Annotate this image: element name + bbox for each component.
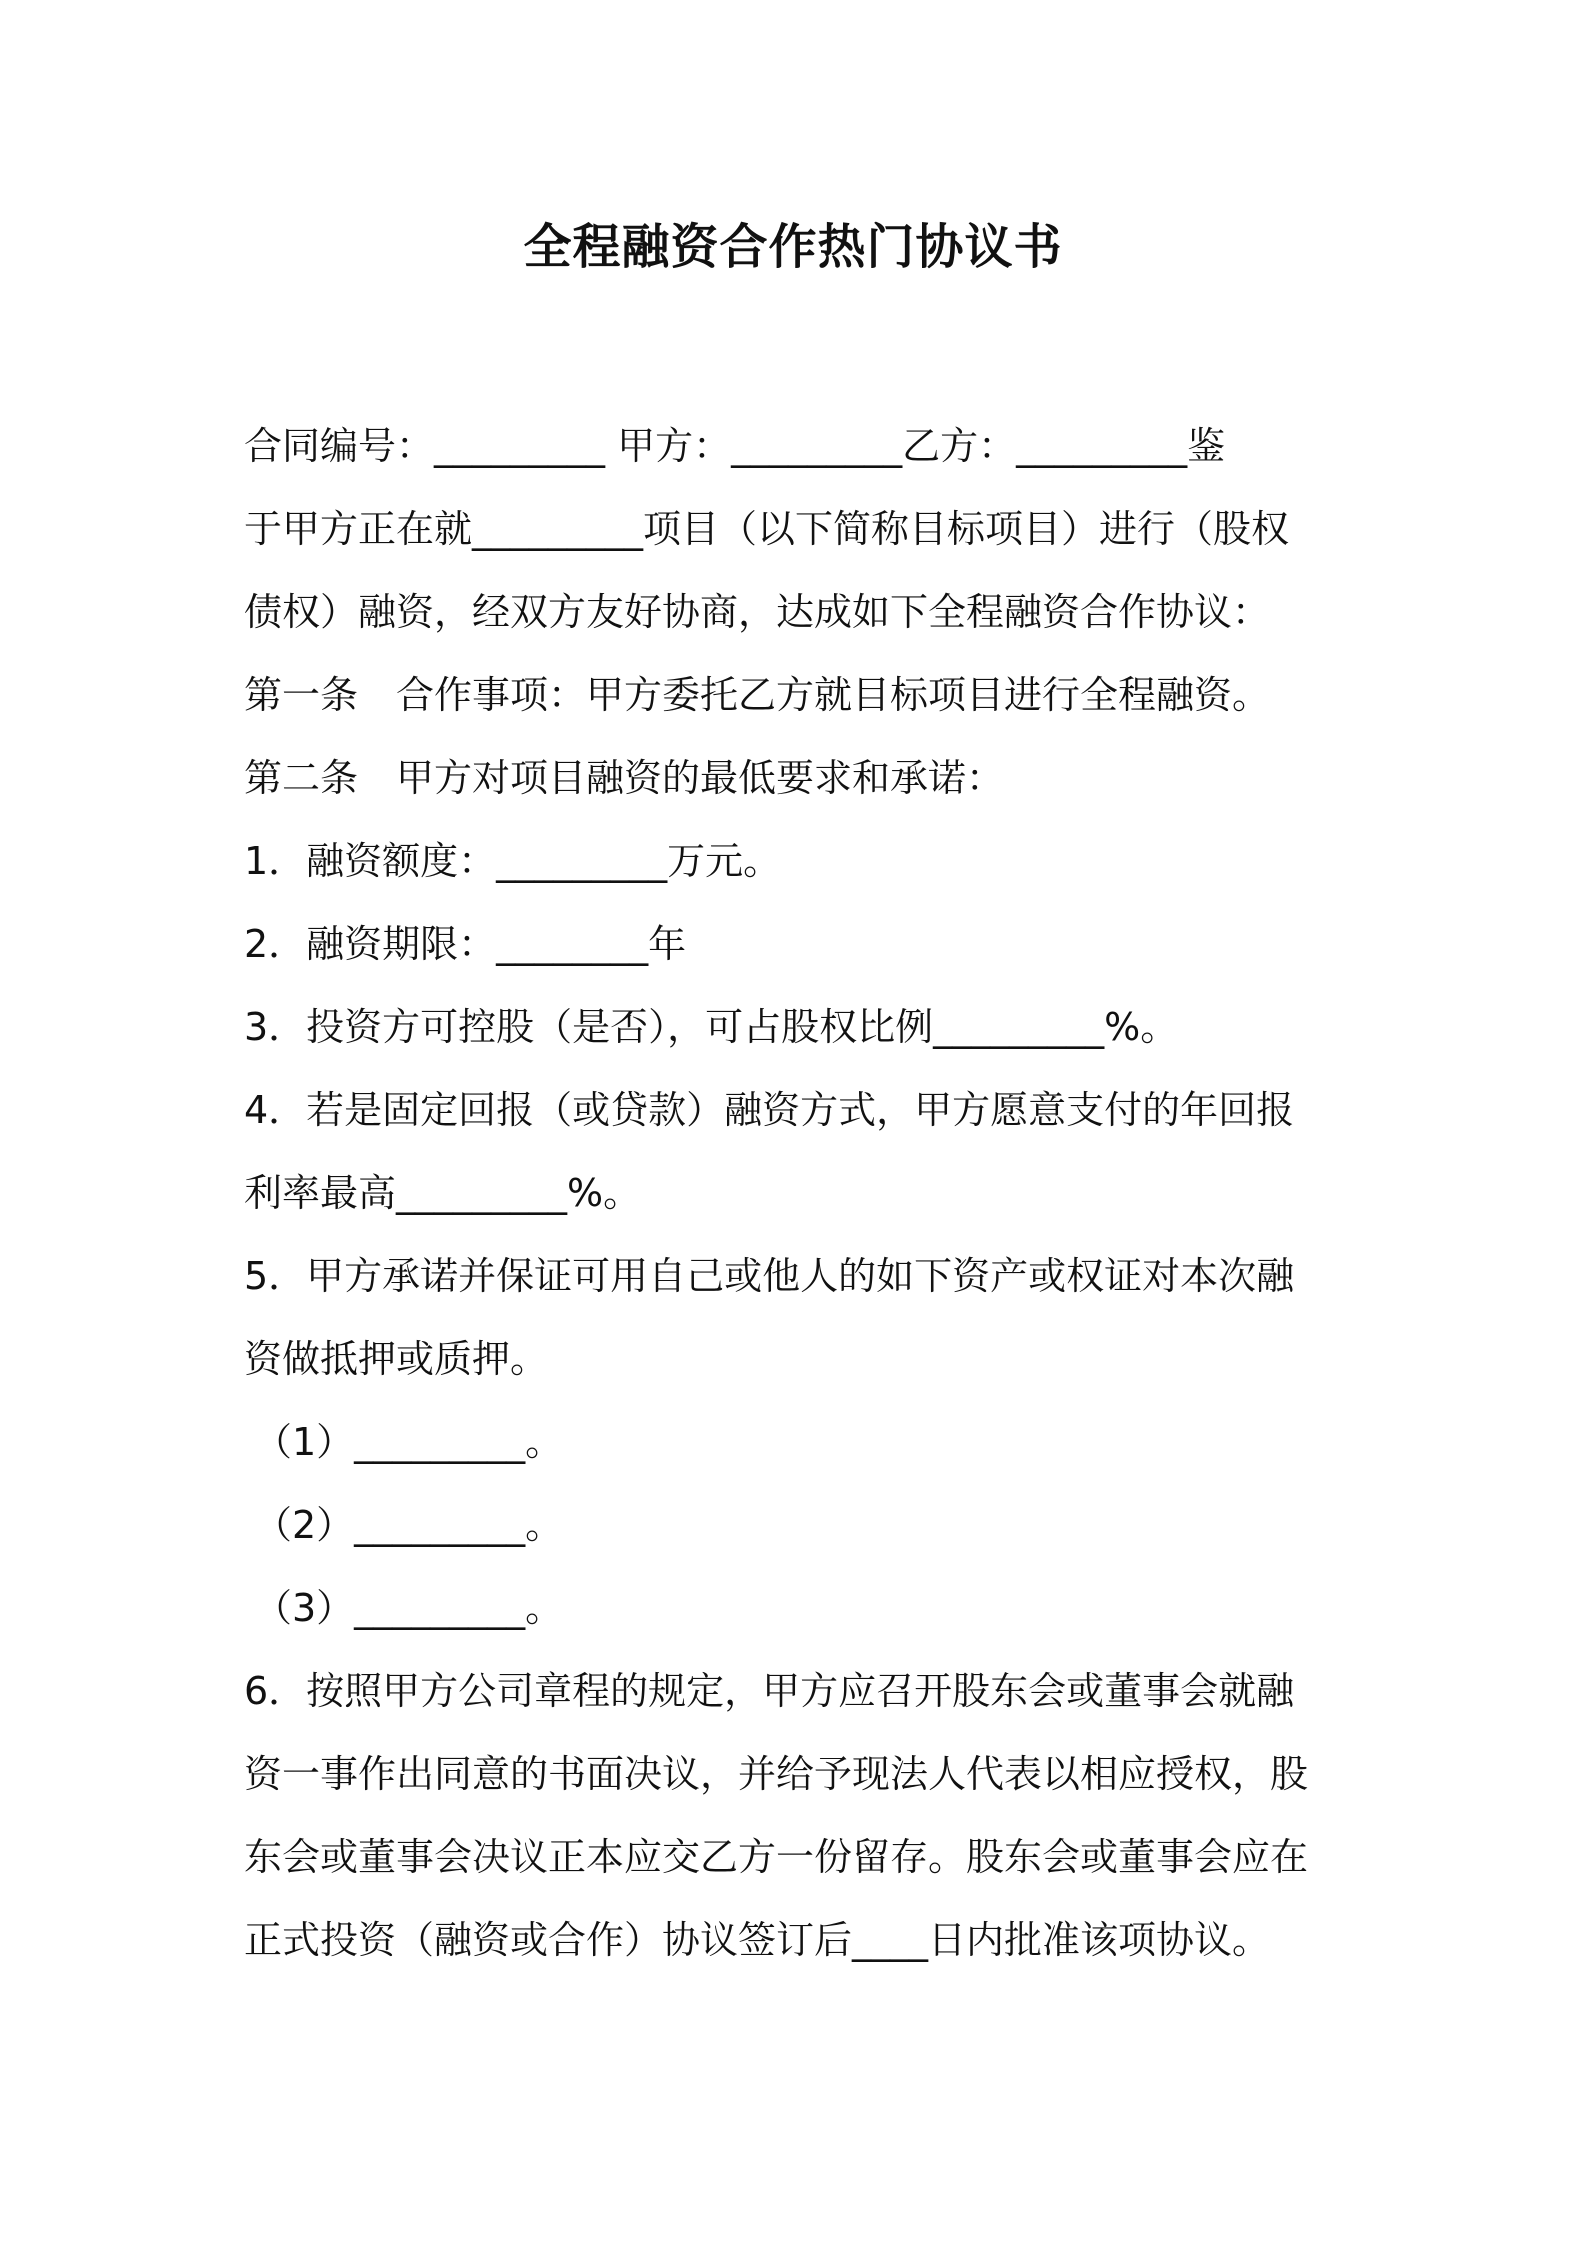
document-body — [244, 405, 1354, 1982]
article-1: 第一条 合作事项：甲方委托乙方就目标项目进行全程融资。 — [244, 673, 1271, 717]
body-line: 于甲方正在就_________项目（以下简称目标项目）进行（股权 — [244, 507, 1290, 551]
item-1: 1．融资额度：_________万元。 — [244, 839, 782, 883]
item-3: 3．投资方可控股（是否），可占股权比例_________%。 — [244, 1005, 1179, 1049]
item-5-cont: 资做抵押或质押。 — [244, 1337, 549, 1381]
item-6-cont: 资一事作出同意的书面决议，并给予现法人代表以相应授权，股 — [244, 1752, 1309, 1796]
item-6: 6．按照甲方公司章程的规定，甲方应召开股东会或董事会就融 — [244, 1669, 1295, 1713]
item-2: 2．融资期限：________年 — [244, 922, 687, 966]
item-4: 4．若是固定回报（或贷款）融资方式，甲方愿意支付的年回报 — [244, 1088, 1295, 1132]
sub-item-3: （3）_________。 — [254, 1586, 564, 1630]
body-line: 债权）融资，经双方友好协商，达成如下全程融资合作协议： — [244, 590, 1271, 634]
item-6-cont: 东会或董事会决议正本应交乙方一份留存。股东会或董事会应在 — [244, 1835, 1309, 1879]
sub-item-2: （2）_________。 — [254, 1503, 564, 1547]
item-5: 5．甲方承诺并保证可用自己或他人的如下资产或权证对本次融 — [244, 1254, 1295, 1298]
sub-item-1: （1）_________。 — [254, 1420, 564, 1464]
article-2: 第二条 甲方对项目融资的最低要求和承诺： — [244, 756, 1005, 800]
document-title: 全程融资合作热门协议书 — [523, 219, 1063, 275]
body-line: 合同编号：_________ 甲方：_________乙方：_________鉴 — [244, 424, 1226, 468]
item-4-cont: 利率最高_________%。 — [244, 1171, 642, 1215]
item-6-cont: 正式投资（融资或合作）协议签订后____日内批准该项协议。 — [244, 1918, 1271, 1962]
